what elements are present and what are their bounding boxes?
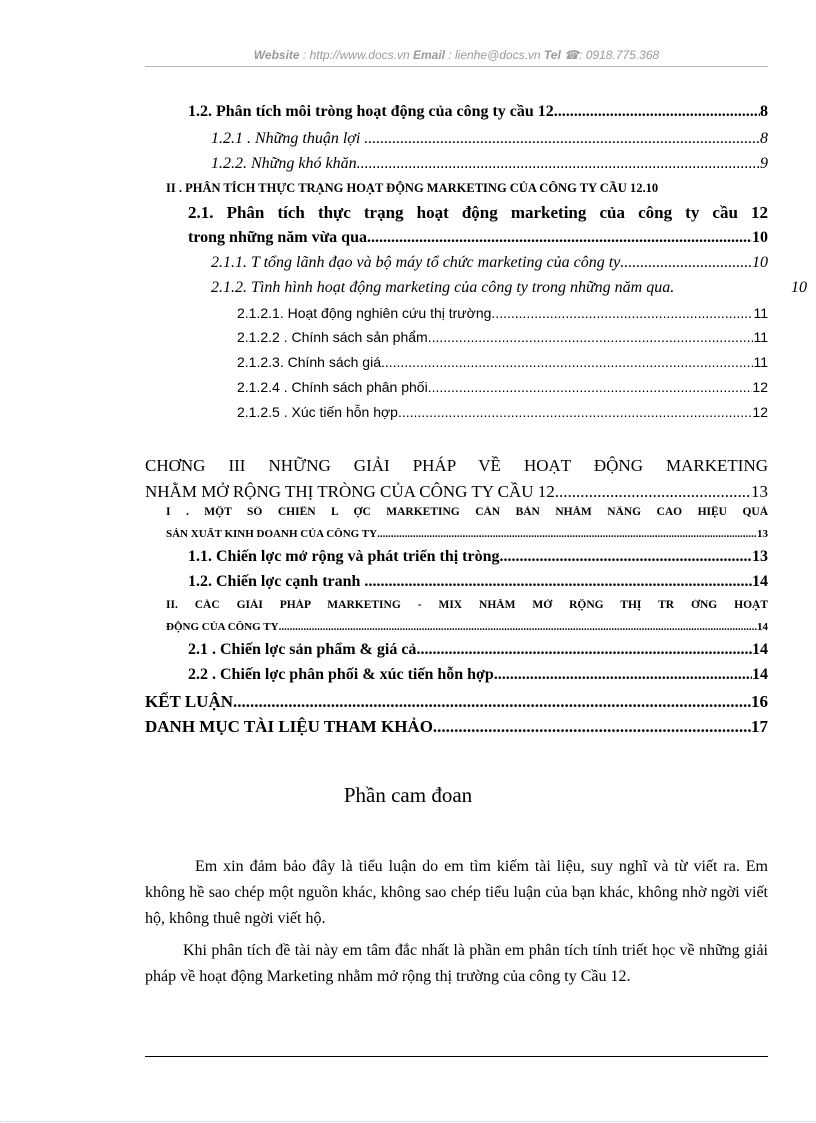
toc-leader <box>367 229 752 247</box>
toc-entry-text: NHẰM MỞ RỘNG THỊ TRÒNG CỦA CÔNG TY CẦU 12 <box>145 482 555 501</box>
toc-page-number: 12 <box>752 404 768 420</box>
paragraph-analysis: Khi phân tích đề tài này em tâm đắc nhất là phần em phân tích tính triết học về những giải pháp về hoạt động Marketing nhằm mở rộng thị trường của công ty Cầu 12. <box>145 942 768 985</box>
toc-entry-text: 2.1.2.5 . Xúc tiến hỗn hợp. <box>237 404 402 420</box>
tel-label: Tel <box>543 48 561 62</box>
toc-leader <box>402 404 753 420</box>
toc-entry-text: 1.1. Chiến lợc mở rộng và phát triển thị tròng <box>188 548 500 565</box>
toc-page-number: 10 <box>791 279 807 296</box>
website-label: Website <box>253 48 300 62</box>
toc-leader <box>385 354 754 370</box>
page-bottom-edge <box>0 1121 816 1122</box>
toc-page-number: 11 <box>753 329 768 345</box>
toc-entry[interactable] <box>211 279 807 297</box>
toc-page-number: 14 <box>752 666 768 683</box>
toc-leader <box>432 329 754 345</box>
toc-entry-text: II . PHÂN TÍCH THỰC TRẠNG HOẠT ĐỘNG MARKETING CỦA CÔNG TY CẦU 12 <box>166 181 643 195</box>
paragraph-commitment: Em xin đảm bảo đây là tiểu luận do em tìm kiếm tài liệu, suy nghĩ và từ viết ra. Em không hề sao chép một nguồn khác, không sao chép tiểu luận của bạn khác, không nhờ ngời viết hộ, không thuê ngời viết hộ. <box>145 858 768 927</box>
toc-page-number: 14 <box>757 621 768 633</box>
section-title: Phần cam đoan <box>343 783 473 807</box>
toc-page-number: 16 <box>751 692 768 711</box>
toc-entry[interactable] <box>188 641 768 659</box>
toc-entry[interactable] <box>211 155 768 173</box>
toc-entry-line[interactable]: 2.1. Phân tích thực trạng hoạt động marketing của công ty cầu 12 <box>188 203 768 222</box>
toc-entry-text: 1.2. Chiến lợc cạnh tranh . <box>188 573 369 590</box>
toc-entry-text: 1.2. Phân tích môi tròng hoạt động của công ty cầu 12 <box>188 103 554 120</box>
toc-leader <box>620 254 752 272</box>
toc-entry-text: trong những năm vừa qua <box>188 229 367 246</box>
toc-leader <box>357 155 760 173</box>
toc-leader <box>416 641 752 659</box>
toc-page-number: 10 <box>752 229 768 246</box>
toc-entry-text: ĐỘNG CỦA CÔNG TY <box>166 621 279 633</box>
toc-leader <box>494 666 752 684</box>
toc-entry-text: 2.1.2. Tình hình hoạt động marketing của công ty trong những năm qua. <box>211 279 675 296</box>
toc-entry-text: 2.1.2.4 . Chính sách phân phối. <box>237 379 432 395</box>
toc-leader <box>433 717 751 737</box>
toc-leader <box>495 305 753 321</box>
toc-page-number: 14 <box>752 573 768 590</box>
toc-entry-text: SẢN XUẤT KINH DOANH CỦA CÔNG TY <box>166 528 378 540</box>
toc-leader <box>554 103 760 121</box>
toc-entry[interactable] <box>237 354 768 370</box>
toc-entry-text: 1.2.1 . Những thuận lợi . <box>211 130 369 147</box>
toc-entry-text: 1.2.2. Những khó khăn <box>211 155 357 172</box>
toc-entry[interactable] <box>166 181 772 196</box>
toc-entry[interactable] <box>237 379 768 395</box>
toc-page-number: 13 <box>751 482 768 501</box>
toc-entry[interactable] <box>188 548 768 566</box>
toc-page-number: 11 <box>753 354 768 370</box>
email-value[interactable]: : lienhe@docs.vn <box>448 48 541 62</box>
website-value[interactable]: : http://www.docs.vn <box>302 48 410 62</box>
toc-page-number: 11 <box>753 305 768 321</box>
toc-entry-text: 2.1.2.1. Hoạt động nghiên cứu thị trường. <box>237 305 496 321</box>
toc-leader <box>368 573 752 591</box>
toc-page-number: 13 <box>752 548 768 565</box>
toc-leader <box>233 692 751 712</box>
toc-page-number: 10 <box>752 254 768 271</box>
toc-leader <box>368 130 760 148</box>
toc-entry[interactable] <box>188 666 768 684</box>
toc-entry[interactable] <box>211 130 768 148</box>
toc-page-number: 8 <box>760 103 768 120</box>
toc-entry[interactable] <box>188 103 768 121</box>
toc-page-number: 14 <box>752 641 768 658</box>
toc-entry[interactable] <box>145 482 768 502</box>
toc-page-number: 17 <box>751 717 768 736</box>
toc-entry-text: 2.2 . Chiến lợc phân phối & xúc tiến hỗn hợp <box>188 666 494 683</box>
toc-entry[interactable] <box>145 692 768 712</box>
toc-leader <box>555 482 751 502</box>
toc-entry[interactable] <box>211 254 768 272</box>
header-divider <box>145 66 768 67</box>
email-label: Email <box>412 48 445 62</box>
toc-leader <box>432 379 753 395</box>
toc-leader <box>279 621 757 633</box>
toc-chapter-line[interactable]: CHƠNG III NHỮNG GIẢI PHÁP VỀ HOẠT ĐỘNG MARKETING <box>145 456 768 475</box>
tel-value: ☎: 0918.775.368 <box>564 48 660 62</box>
toc-entry[interactable] <box>188 573 768 591</box>
toc-page-number: 9 <box>760 155 768 172</box>
toc-page-number: .10 <box>642 181 659 195</box>
toc-page-number: 12 <box>752 379 768 395</box>
toc-entry-text: 2.1.1. T tổng lãnh đạo và bộ máy tổ chức marketing của công ty <box>211 254 621 271</box>
toc-entry[interactable] <box>237 404 768 420</box>
toc-entry[interactable] <box>145 717 768 737</box>
toc-entry-text: DANH MỤC TÀI LIỆU THAM KHẢO <box>145 717 433 736</box>
toc-entry-text: KẾT LUẬN <box>145 692 234 711</box>
toc-entry[interactable] <box>166 528 768 540</box>
toc-leader <box>500 548 753 566</box>
page-header <box>145 48 768 66</box>
toc-leader <box>377 528 757 540</box>
toc-entry-text: 2.1.2.3. Chính sách giá. <box>237 354 385 370</box>
toc-page-number: 13 <box>757 528 768 540</box>
footer-divider <box>145 1056 768 1057</box>
toc-entry[interactable] <box>237 329 768 345</box>
toc-entry-line[interactable]: I . MỘT SỐ CHIẾN L ỢC MARKETING CĂN BẢN NHẰM NÂNG CAO HIỆU QUẢ <box>166 506 768 518</box>
toc-entry-text: 2.1 . Chiến lợc sản phẩm & giá cả <box>188 641 417 658</box>
toc-entry[interactable] <box>188 229 768 247</box>
toc-entry[interactable] <box>166 621 768 633</box>
toc-entry-text: 2.1.2.2 . Chính sách sản phẩm. <box>237 329 432 345</box>
toc-entry-line[interactable]: II. CÁC GIẢI PHÁP MARKETING - MIX NHẰM MỞ RỘNG THỊ TR ỜNG HOẠT <box>166 599 768 611</box>
toc-page-number: 8 <box>760 130 768 147</box>
toc-entry[interactable] <box>237 305 768 321</box>
